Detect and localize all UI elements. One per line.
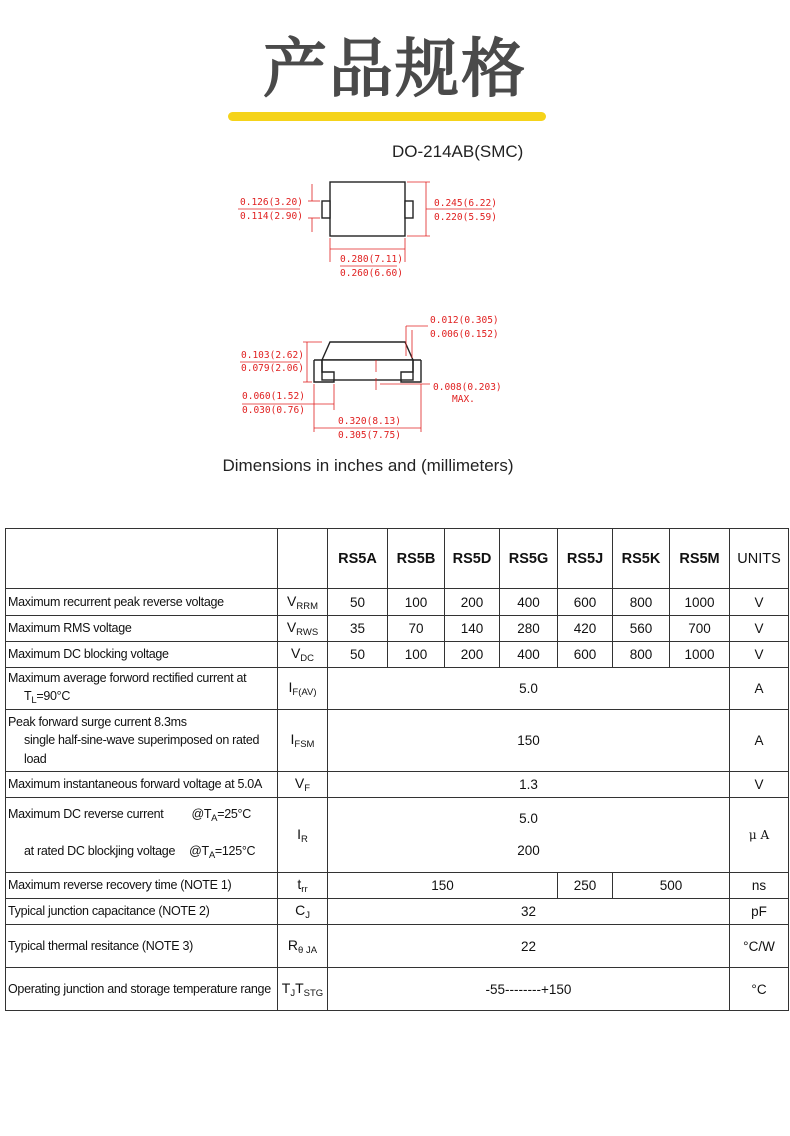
text: I: [288, 679, 293, 695]
text: A: [211, 813, 218, 824]
unit-cell: V: [730, 772, 789, 798]
text: Maximum average forword rectified current at: [8, 671, 247, 686]
text: @T: [191, 807, 212, 821]
dim-overall-min: 0.305(7.75): [338, 430, 401, 441]
value-cell: 420: [558, 616, 613, 642]
value-cell: 150: [328, 873, 558, 899]
dim-length-max: 0.280(7.11): [340, 254, 403, 265]
value-cell: 1000: [670, 642, 730, 668]
table-row: [6, 968, 789, 1011]
unit-cell: A: [730, 710, 789, 772]
value-cell: 35: [328, 616, 388, 642]
value-cell: 1000: [670, 589, 730, 616]
dim-side-height-min: 0.079(2.06): [241, 363, 304, 374]
col-header: RS5G: [500, 529, 558, 589]
param-label: Maximum DC blocking voltage: [6, 642, 278, 668]
specification-table: [5, 528, 789, 1011]
table-row: [6, 873, 789, 899]
text: @T: [189, 844, 209, 858]
value-cell: 50: [328, 589, 388, 616]
value-cell: 150: [328, 710, 730, 772]
param-label: Operating junction and storage temperature range: [6, 968, 278, 1011]
dim-height-min: 0.114(2.90): [240, 211, 303, 222]
unit-cell: μ A: [730, 798, 789, 873]
unit-cell: V: [730, 642, 789, 668]
symbol: [278, 642, 328, 668]
package-name: DO-214AB(SMC): [392, 142, 524, 161]
dim-length-min: 0.260(6.60): [340, 268, 403, 279]
col-header: RS5M: [670, 529, 730, 589]
text: V: [294, 775, 305, 791]
text: Maximum DC reverse current: [8, 807, 164, 821]
dim-width-max: 0.245(6.22): [434, 198, 497, 209]
text: 200: [517, 843, 540, 858]
text: [8, 687, 70, 708]
param-label: Maximum reverse recovery time (NOTE 1): [6, 873, 278, 899]
param-label: Typical junction capacitance (NOTE 2): [6, 899, 278, 925]
text: C: [295, 902, 306, 918]
text: R: [301, 833, 308, 845]
text: θ JA: [298, 944, 318, 956]
text: single half-sine-wave superimposed on rated: [24, 733, 260, 748]
dim-width-min: 0.220(5.59): [434, 212, 497, 223]
text: 5.0: [519, 811, 538, 826]
unit-cell: °C/W: [730, 925, 789, 968]
text: I: [290, 731, 295, 747]
table-row: [6, 798, 789, 873]
value-cell: -55--------+150: [328, 968, 730, 1011]
symbol: [278, 968, 328, 1011]
value-cell: 1.3: [328, 772, 730, 798]
dim-lead-len-max: 0.060(1.52): [242, 391, 305, 402]
symbol: [278, 925, 328, 968]
text: DC: [300, 653, 315, 664]
table-row: [6, 668, 789, 710]
value-cell: 400: [500, 642, 558, 668]
table-row: [6, 772, 789, 798]
col-header: RS5D: [445, 529, 500, 589]
text: FSM: [294, 739, 315, 750]
text: RRM: [296, 600, 318, 612]
value-cell: 70: [388, 616, 445, 642]
dim-standoff: 0.008(0.203): [433, 382, 502, 393]
param-label: Typical thermal resitance (NOTE 3): [6, 925, 278, 968]
value-cell: 400: [500, 589, 558, 616]
text: [8, 798, 275, 835]
symbol: [278, 668, 328, 710]
text: RWS: [296, 627, 319, 638]
value-cell: 100: [388, 589, 445, 616]
value-cell: 500: [613, 873, 730, 899]
col-header: RS5J: [558, 529, 613, 589]
value-cell: 5.0: [328, 668, 730, 710]
text: at rated DC blockjing voltage: [24, 844, 176, 858]
header-blank: [278, 529, 328, 589]
text: J: [290, 987, 296, 999]
param-label: [6, 798, 278, 873]
value-cell: 800: [613, 589, 670, 616]
text: =90°C: [36, 689, 71, 704]
text: V: [286, 619, 297, 635]
text: F: [304, 783, 311, 794]
value-cell: 600: [558, 589, 613, 616]
text: STG: [303, 987, 324, 999]
dim-lead-thick-min: 0.006(0.152): [430, 329, 499, 340]
table-row: [6, 616, 789, 642]
table-row: [6, 589, 789, 616]
table-row: [6, 925, 789, 968]
col-header: RS5K: [613, 529, 670, 589]
package-dimension-drawing: [0, 0, 790, 450]
text: load: [24, 751, 47, 766]
value-cell: 560: [613, 616, 670, 642]
value-cell: 140: [445, 616, 500, 642]
param-label: [6, 668, 278, 710]
text: J: [305, 910, 310, 921]
text: [8, 835, 275, 872]
symbol: [278, 798, 328, 873]
symbol: [278, 873, 328, 899]
text: T: [281, 979, 291, 996]
header-blank: [6, 529, 278, 589]
text: =25°C: [217, 807, 251, 821]
value-cell: 800: [613, 642, 670, 668]
text: L: [31, 695, 37, 707]
value-cell: 200: [445, 642, 500, 668]
param-label: Maximum instantaneous forward voltage at 5.0A: [6, 772, 278, 798]
param-label: Maximum recurrent peak reverse voltage: [6, 589, 278, 616]
value-cell: 250: [558, 873, 613, 899]
value-cell: 280: [500, 616, 558, 642]
value-cell: 22: [328, 925, 730, 968]
text: V: [287, 592, 297, 609]
text: F(AV): [292, 687, 317, 698]
units-header: UNITS: [730, 529, 789, 589]
table-header-row: [6, 529, 789, 589]
value-cell: 200: [445, 589, 500, 616]
text: T: [24, 689, 32, 704]
text: =125°C: [214, 844, 256, 858]
text: Peak forward surge current 8.3ms: [8, 715, 187, 730]
col-header: RS5A: [328, 529, 388, 589]
symbol: [278, 589, 328, 616]
col-header: RS5B: [388, 529, 445, 589]
text: V: [290, 645, 301, 661]
value-cell: 32: [328, 899, 730, 925]
symbol: [278, 899, 328, 925]
symbol: [278, 772, 328, 798]
symbol: [278, 616, 328, 642]
value-cell: [328, 798, 730, 873]
page-title: 产品规格: [263, 33, 527, 107]
unit-cell: V: [730, 589, 789, 616]
value-cell: 50: [328, 642, 388, 668]
dim-side-height-max: 0.103(2.62): [241, 350, 304, 361]
table-row: [6, 642, 789, 668]
dim-height-max: 0.126(3.20): [240, 197, 303, 208]
param-label: Maximum RMS voltage: [6, 616, 278, 642]
dim-standoff-note: MAX.: [452, 394, 475, 405]
text: T: [295, 979, 304, 996]
text: rr: [301, 884, 308, 895]
text: t: [297, 876, 302, 892]
unit-cell: °C: [730, 968, 789, 1011]
value-cell: 700: [670, 616, 730, 642]
unit-cell: A: [730, 668, 789, 710]
unit-cell: ns: [730, 873, 789, 899]
value-cell: 100: [388, 642, 445, 668]
dim-lead-len-min: 0.030(0.76): [242, 405, 305, 416]
text: A: [208, 850, 215, 861]
text: R: [287, 936, 299, 953]
symbol: [278, 710, 328, 772]
dimensions-caption: Dimensions in inches and (millimeters): [222, 456, 514, 475]
unit-cell: pF: [730, 899, 789, 925]
table-row: [6, 899, 789, 925]
unit-cell: V: [730, 616, 789, 642]
table-row: [6, 710, 789, 772]
dim-lead-thick-max: 0.012(0.305): [430, 315, 499, 326]
dim-overall-max: 0.320(8.13): [338, 416, 401, 427]
text: I: [297, 825, 301, 842]
param-label: [6, 710, 278, 772]
value-cell: 600: [558, 642, 613, 668]
